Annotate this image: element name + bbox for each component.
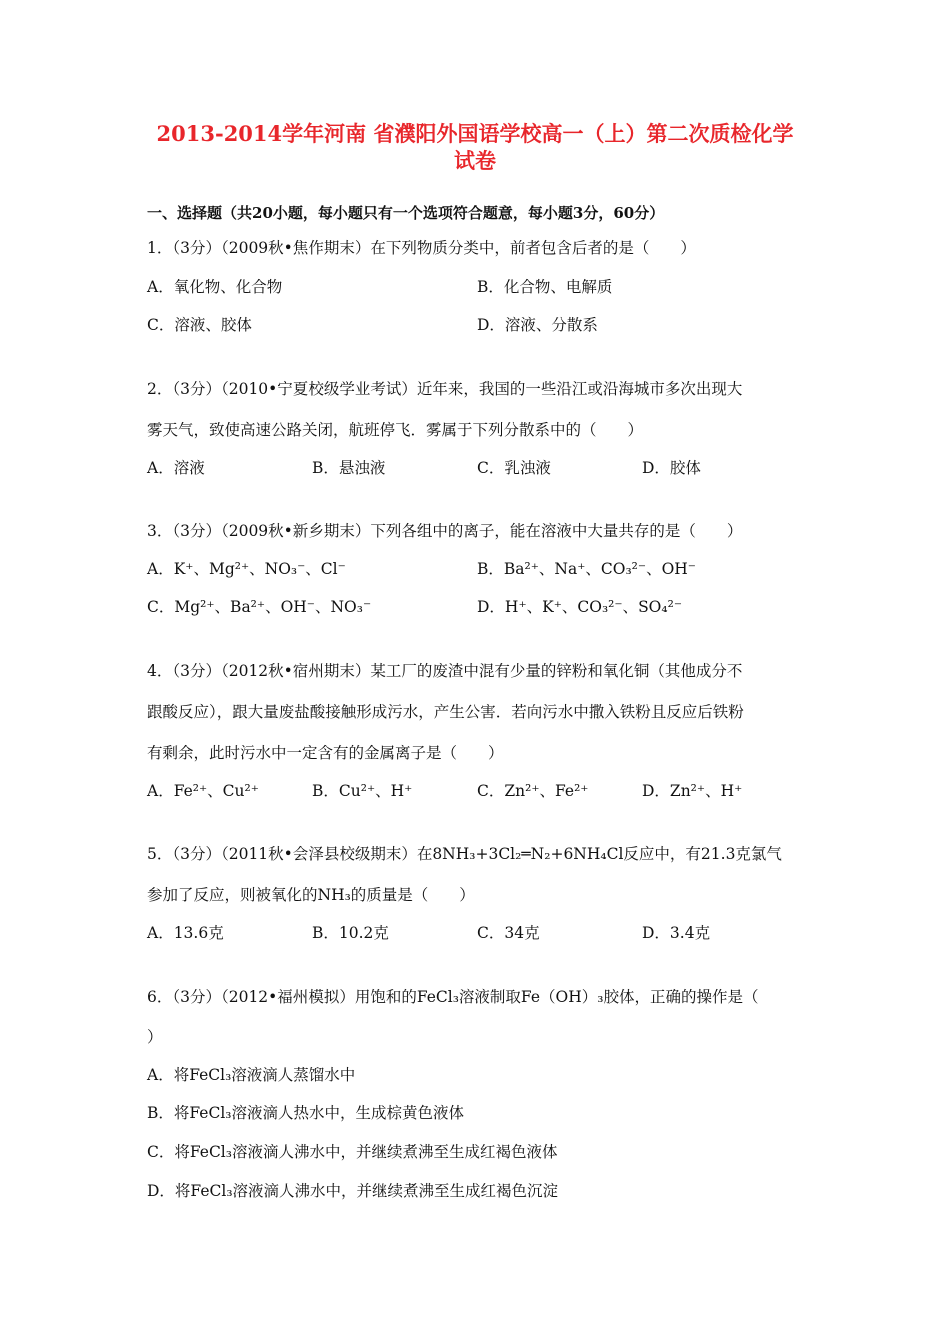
question-3-stem: 3．（3分）（2009秋•新乡期末）下列各组中的离子，能在溶液中大量共存的是（ ） [147, 522, 743, 540]
question-5-option-a: A．13.6克 [147, 924, 224, 942]
question-4-stem-line1: 4．（3分）（2012秋•宿州期末）某工厂的废渣中混有少量的锌粉和氧化铜（其他成分不 [147, 662, 743, 680]
question-5-option-d: D．3.4克 [642, 924, 711, 942]
question-3-option-d: D．H⁺、K⁺、CO₃²⁻、SO₄²⁻ [477, 598, 682, 616]
question-1-stem: 1．（3分）（2009秋•焦作期末）在下列物质分类中，前者包含后者的是（ ） [147, 239, 696, 257]
question-6-option-c: C．将FeCl₃溶液滴人沸水中，并继续煮沸至生成红褐色液体 [147, 1143, 558, 1161]
question-6-stem-line2: ） [147, 1028, 163, 1046]
question-2-option-c: C．乳浊液 [477, 459, 551, 477]
question-6-option-d: D．将FeCl₃溶液滴人沸水中，并继续煮沸至生成红褐色沉淀 [147, 1182, 559, 1200]
question-5-option-b: B．10.2克 [312, 924, 389, 942]
question-1-option-c: C．溶液、胶体 [147, 316, 252, 334]
question-6-option-a: A．将FeCl₃溶液滴人蒸馏水中 [147, 1066, 356, 1084]
question-2-option-d: D．胶体 [642, 459, 701, 477]
question-2-option-a: A．溶液 [147, 459, 205, 477]
question-3-option-c: C．Mg²⁺、Ba²⁺、OH⁻、NO₃⁻ [147, 598, 372, 616]
question-2-stem-line2: 雾天气，致使高速公路关闭，航班停飞．雾属于下列分散系中的（ ） [147, 421, 644, 439]
question-5-stem-line2: 参加了反应，则被氧化的NH₃的质量是（ ） [147, 886, 475, 904]
question-3-option-a: A．K⁺、Mg²⁺、NO₃⁻、Cl⁻ [147, 560, 346, 578]
question-4-stem-line3: 有剩余，此时污水中一定含有的金属离子是（ ） [147, 744, 504, 762]
question-2-option-b: B．悬浊液 [312, 459, 386, 477]
question-4-option-d: D．Zn²⁺、H⁺ [642, 782, 743, 800]
document-title-line2: 试卷 [454, 148, 496, 173]
question-5-stem-line1: 5．（3分）（2011秋•会泽县校级期末）在8NH₃+3Cl₂═N₂+6NH₄Cl反应中，有21.3克氯气 [147, 845, 782, 863]
question-4-stem-line2: 跟酸反应），跟大量废盐酸接触形成污水，产生公害．若向污水中撒入铁粉且反应后铁粉 [147, 703, 744, 721]
question-2-stem-line1: 2．（3分）（2010•宁夏校级学业考试）近年来，我国的一些沿江或沿海城市多次出现大 [147, 380, 743, 398]
question-4-option-c: C．Zn²⁺、Fe²⁺ [477, 782, 589, 800]
question-6-stem-line1: 6．（3分）（2012•福州模拟）用饱和的FeCl₃溶液制取Fe（OH）₃胶体，正确的操作是（ [147, 988, 759, 1006]
section-heading: 一、选择题（共20小题，每小题只有一个选项符合题意，每小题3分，60分） [147, 204, 665, 222]
question-1-option-a: A．氧化物、化合物 [147, 278, 283, 296]
question-5-option-c: C．34克 [477, 924, 540, 942]
document-title-line1: 2013-2014学年河南 省濮阳外国语学校高一（上）第二次质检化学 [156, 121, 794, 146]
question-4-option-a: A．Fe²⁺、Cu²⁺ [147, 782, 259, 800]
question-6-option-b: B．将FeCl₃溶液滴人热水中，生成棕黄色液体 [147, 1104, 465, 1122]
question-3-option-b: B．Ba²⁺、Na⁺、CO₃²⁻、OH⁻ [477, 560, 696, 578]
question-1-option-b: B．化合物、电解质 [477, 278, 613, 296]
question-1-option-d: D．溶液、分散系 [477, 316, 598, 334]
question-4-option-b: B．Cu²⁺、H⁺ [312, 782, 413, 800]
